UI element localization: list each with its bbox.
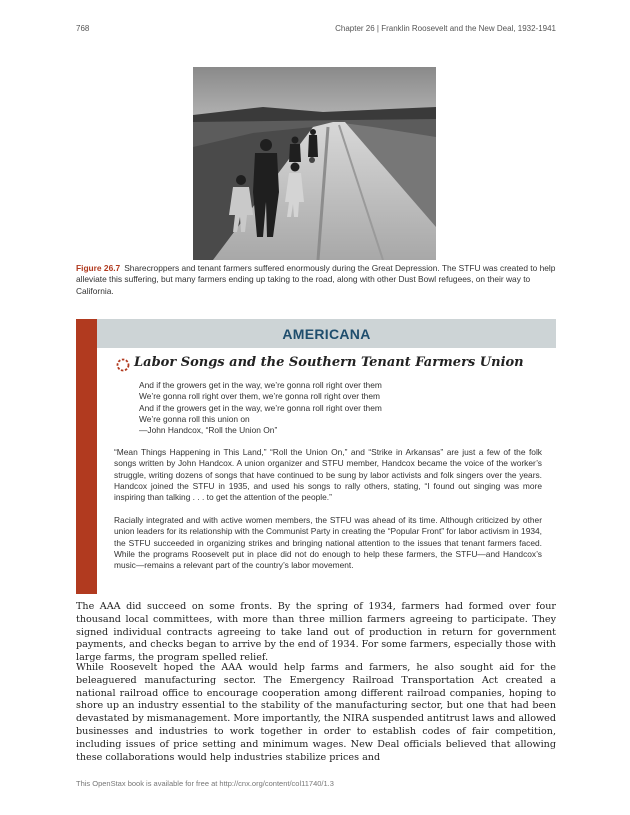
page-number: 768: [76, 24, 90, 33]
feature-paragraph: “Mean Things Happening in This Land,” “Roll the Union On,” and “Strike in Arkansas” are just a few of the folk songs written by John Handcox. A union organizer and STFU member, Handcox became the voice of the worker’s struggle, writing dozens of songs that have continued to be sung by labor activists and folk singers over the years. Handcox joined the STFU in 1935, and used his songs to rally others, stating, “I found out singing was more inspiring than talking . . . to get the attention of the people.”: [114, 447, 542, 503]
lyric-attribution: —John Handcox, “Roll the Union On”: [139, 425, 278, 436]
americana-feature-box: [76, 319, 556, 594]
chapter-title: Chapter 26 | Franklin Roosevelt and the New Deal, 1932-1941: [335, 24, 556, 33]
body-paragraph: While Roosevelt hoped the AAA would help farms and farmers, he also sought aid for the beleaguered manufacturing sector. The Emergency Railroad Transportation Act created a national railroad office to encourage cooperation among different railroad companies, hoping to shore up an industry essential to the stability of the manufacturing sector, but one that had been devastated by mismanagement. More importantly, the NIRA suspended antitrust laws and allowed businesses and industries to work together in order to establish codes of fair competition, including issues of price setting and minimum wages. New Deal officials believed that allowing these collaborations would help industries stabilize prices and: [76, 662, 557, 763]
lyric-line: And if the growers get in the way, we’re gonna roll right over them: [139, 402, 382, 413]
song-lyrics: [139, 380, 439, 436]
feature-title: Labor Songs and the Southern Tenant Farmers Union: [134, 355, 524, 370]
photograph-icon: [193, 67, 436, 260]
body-paragraph: The AAA did succeed on some fronts. By the spring of 1934, farmers had formed over four thousand local committees, with more than three million farmers agreeing to participate. They signed individual contracts agreeing to take land out of production in return for government payments, and checks began to arrive by the end of 1934. For some farmers, especially those with large farms, the program spelled relief.: [76, 601, 556, 664]
feature-banner: [97, 319, 556, 348]
figure-caption: [76, 263, 556, 297]
feature-accent-stripe: [76, 319, 97, 594]
lyric-line: And if the growers get in the way, we’re gonna roll right over them: [139, 380, 382, 390]
feature-banner-label: AMERICANA: [282, 326, 371, 342]
page-header: [76, 24, 556, 36]
dashed-circle-icon: [116, 358, 130, 372]
lyric-line: We’re gonna roll this union on: [139, 413, 250, 424]
feature-paragraph: Racially integrated and with active women members, the STFU was ahead of its time. Although criticized by other union leaders for its relationship with the Communist Party in creating the “Popular Front” for labor activism in 1934, the STFU succeeded in organizing strikes and bringing national attention to the issues that tenant farmers faced. While the programs Roosevelt put in place did not do enough to help these farmers, the STFU—and Handcox’s music—remains a relevant part of the country’s labor movement.: [114, 515, 542, 571]
figure-label: Figure 26.7: [76, 263, 121, 273]
page-footer: This OpenStax book is available for free at http://cnx.org/content/col11740/1.3: [76, 779, 334, 788]
lyric-line: We’re gonna roll right over them, we’re gonna roll right over them: [139, 391, 380, 402]
figure-caption-text: Sharecroppers and tenant farmers suffered enormously during the Great Depression. The STFU was created to help alleviate this suffering, but many farmers ending up taking to the road, along with other Dust Bowl refugees, on their way to California.: [76, 263, 556, 296]
